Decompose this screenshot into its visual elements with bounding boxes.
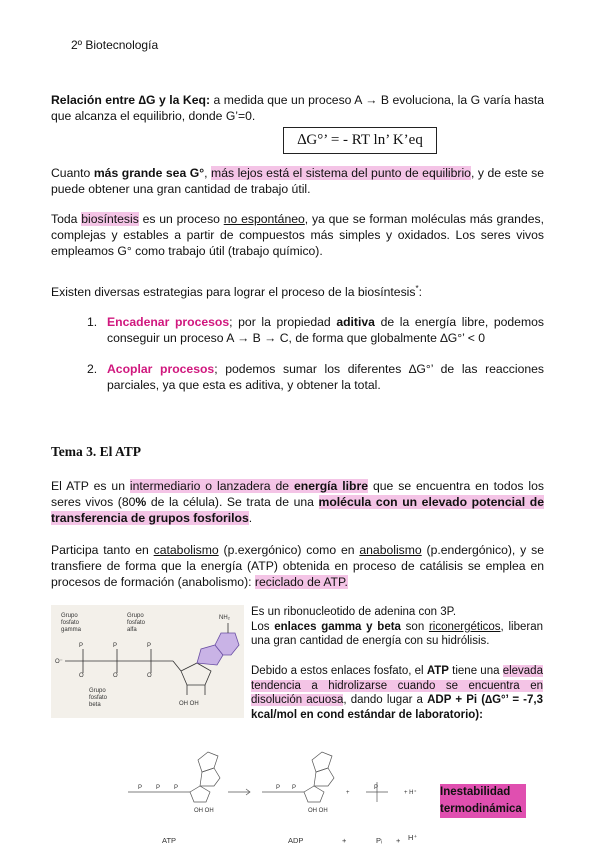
svg-text:P: P xyxy=(147,643,152,649)
svg-text:O: O xyxy=(79,673,84,679)
grupo-beta-label xyxy=(89,688,108,708)
svg-text:Grupo: Grupo xyxy=(127,613,144,619)
caption-plus: + xyxy=(342,836,347,845)
hidrolisis-paragraph: Debido a estos enlaces fosfato, el ATP tiene una elevada tendencia a hidrolizarse cuando se encuentra en disolución acuosa, dando lugar a ADP + Pi (∆G°’ = -7,3 kcal/mol en cond estándar de laboratorio): xyxy=(251,665,543,721)
caption-plus: + xyxy=(396,836,401,845)
svg-text:gamma: gamma xyxy=(61,627,82,633)
svg-text:O⁻: O⁻ xyxy=(55,659,63,665)
svg-text:Grupo: Grupo xyxy=(89,688,106,694)
nh2-label: NH₂ xyxy=(219,615,230,621)
hydrolysis-figure xyxy=(118,742,434,845)
highlight-biosintesis: biosíntesis xyxy=(81,212,139,226)
svg-text:fosfato: fosfato xyxy=(127,620,146,626)
grupo-alfa-label xyxy=(127,613,146,633)
list-item-strong: Encadenar procesos xyxy=(107,315,230,329)
svg-text:P: P xyxy=(374,785,379,791)
svg-text:OH OH: OH OH xyxy=(194,808,214,814)
ribonucleotido-paragraph: Es un ribonucleotido de adenina con 3P. Los enlaces gamma y beta son riconergéticos, liberan una gran cantidad de energía con su hidrólisis. xyxy=(251,606,543,648)
highlight-hidrolizarse: elevada tendencia a hidrolizarse cuando se encuentra en disolución acuosa xyxy=(251,665,543,707)
grande-paragraph: Cuanto más grande sea G°, más lejos está el sistema del punto de equilibrio, y de este se puede obtener una gran cantidad de trabajo útil. xyxy=(51,166,544,197)
caption-h: H⁺ xyxy=(408,833,418,842)
biosintesis-paragraph: Toda biosíntesis es un proceso no espontáneo, ya que se forman moléculas más grandes, complejas y estables a partir de compuestos más simples y oxidados. Los seres vivos empleamos G° como trabajo útil (trabajo químico). xyxy=(51,212,544,259)
svg-text:O: O xyxy=(113,673,118,679)
svg-text:+: + xyxy=(346,790,350,796)
svg-text:P: P xyxy=(156,785,161,791)
atp-structure-figure xyxy=(51,605,244,718)
equilibrium-formula: ∆G°’ = - RT ln’ K’eq xyxy=(283,127,437,154)
svg-text:P: P xyxy=(138,785,143,791)
svg-text:P: P xyxy=(174,785,179,791)
svg-text:O: O xyxy=(147,673,152,679)
svg-text:beta: beta xyxy=(89,702,101,708)
section-heading: Tema 3. El ATP xyxy=(51,444,142,459)
highlight-equilibrio: más lejos está el sistema del punto de equilibrio xyxy=(211,166,471,180)
instability-badge: Inestabilidad termodinámica xyxy=(440,784,526,818)
oh-label: OH OH xyxy=(179,701,199,707)
page-header: 2º Biotecnología xyxy=(71,38,159,52)
svg-text:P: P xyxy=(113,643,118,649)
list-item: 1. Encadenar procesos; por la propiedad aditiva de la energía libre, podemos conseguir un proceso A → B → C, de forma que globalmente ∆G°’ < 0 xyxy=(87,315,544,346)
svg-text:P: P xyxy=(292,785,297,791)
svg-text:alfa: alfa xyxy=(127,627,137,633)
atp-paragraph: El ATP es un intermediario o lanzadera de energía libre que se encuentra en todos los seres vivos (80% de la célula). Se trata de una molécula con un elevado potencial de transferencia de grupos fosforilos. xyxy=(51,479,544,526)
caption-adp: ADP xyxy=(288,836,304,845)
svg-text:fosfato: fosfato xyxy=(61,620,80,626)
caption-pi: Pᵢ xyxy=(376,836,383,845)
relacion-title: Relación entre ∆G y la Keq: xyxy=(51,93,211,107)
svg-text:P: P xyxy=(79,643,84,649)
svg-text:fosfato: fosfato xyxy=(89,695,108,701)
hydrolysis-svg xyxy=(118,742,434,822)
svg-text:+ H⁺: + H⁺ xyxy=(404,790,417,796)
participa-paragraph: Participa tanto en catabolismo (p.exergónico) como en anabolismo (p.endergónico), y se transfiere de forma que la energía (ATP) obtenida en proceso de catálisis se emplea en procesos de formación (anabolismo): reciclado de ATP. xyxy=(51,543,544,590)
list-item: 2. Acoplar procesos; podemos sumar los diferentes ∆G°’ de las reacciones parciales, ya que esta es aditiva, y obtener la total. xyxy=(87,362,545,393)
svg-text:P: P xyxy=(276,785,281,791)
relacion-paragraph: Relación entre ∆G y la Keq: a medida que un proceso A → B evoluciona, la G varía hasta que alcanza el equilibrio, donde G’=0. xyxy=(51,93,544,124)
svg-text:Grupo: Grupo xyxy=(61,613,78,619)
caption-atp: ATP xyxy=(162,836,177,845)
estrategias-paragraph: Existen diversas estrategias para lograr el proceso de la biosíntesis*: xyxy=(51,284,422,300)
svg-text:OH OH: OH OH xyxy=(308,808,328,814)
list-item-strong: Acoplar procesos xyxy=(107,362,215,376)
grupo-gamma-label xyxy=(61,613,82,633)
atp-structure-svg xyxy=(51,605,244,718)
highlight-reciclado: reciclado de ATP. xyxy=(254,575,348,590)
